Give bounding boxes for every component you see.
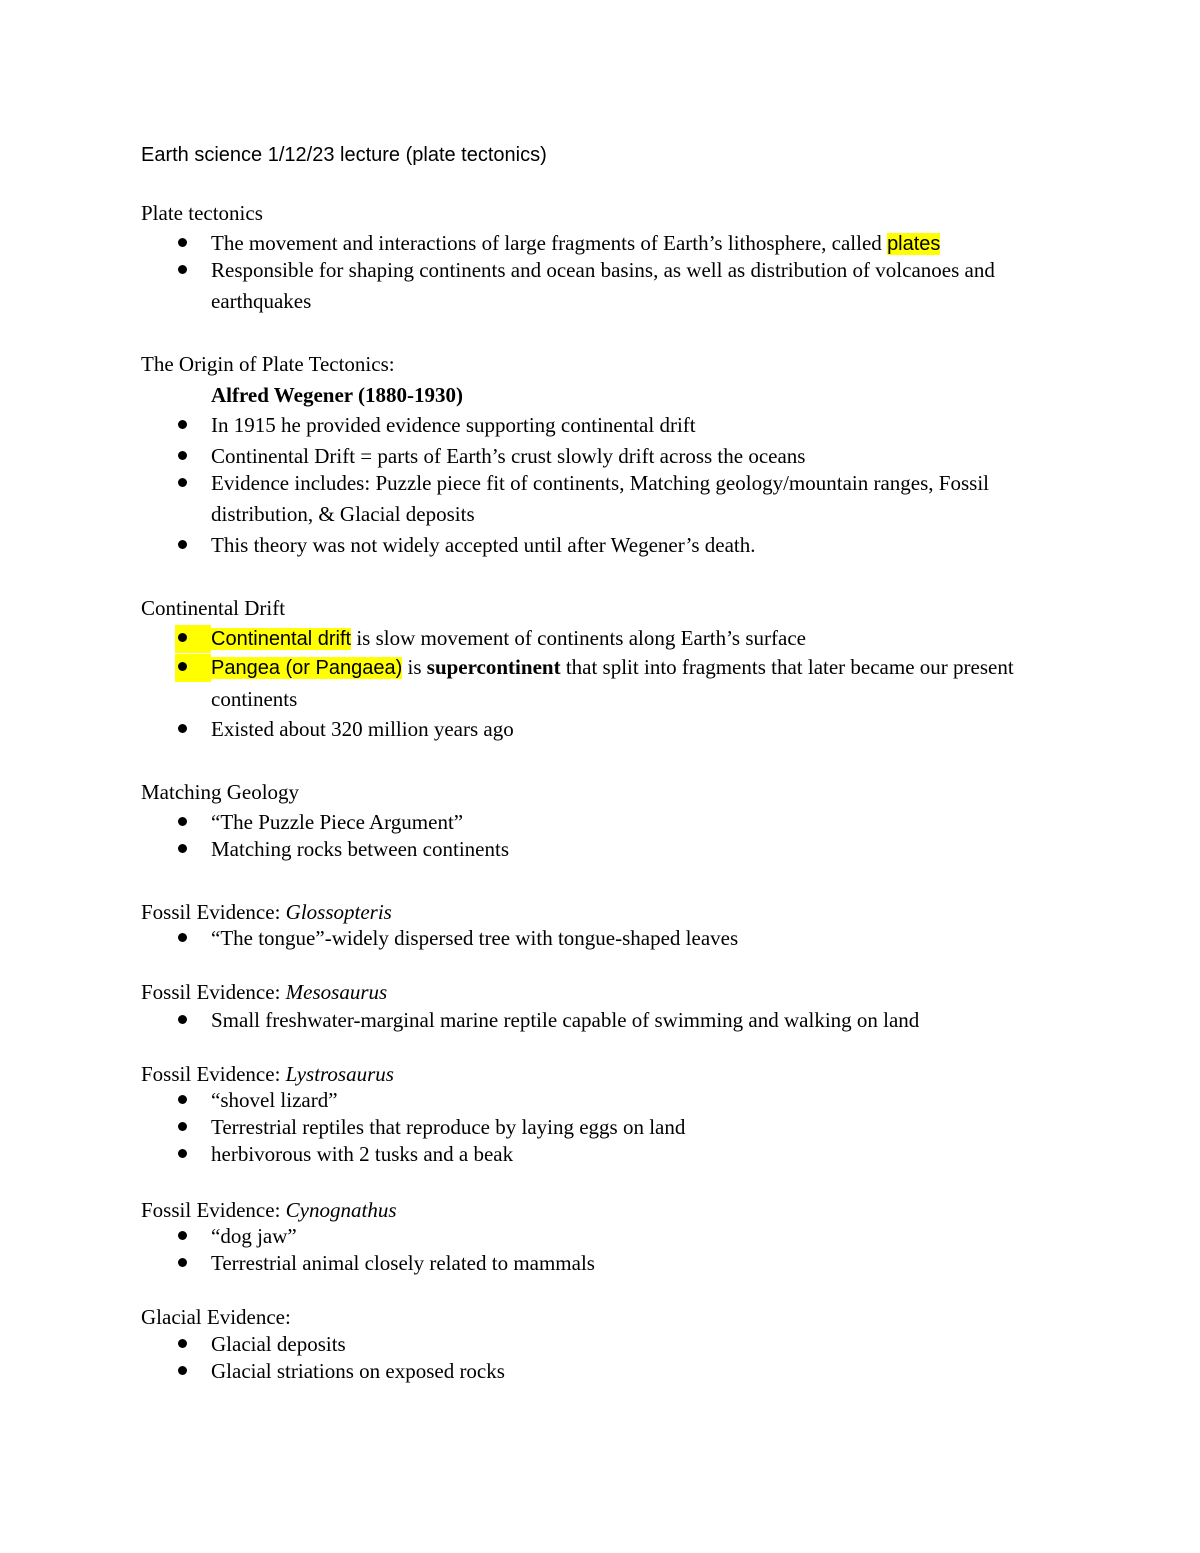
bullet-icon	[178, 1339, 187, 1348]
highlighted-term: Pangea (or Pangaea)	[211, 657, 403, 679]
list-item: Glacial striations on exposed rocks	[211, 1356, 1071, 1387]
list-item: herbivorous with 2 tusks and a beak	[211, 1139, 1071, 1170]
bullet-icon	[178, 817, 187, 826]
list-item: Pangea (or Pangaea) is supercontinent that split into fragments that later became our present continents	[211, 652, 1071, 715]
list-item: Existed about 320 million years ago	[211, 714, 1071, 745]
document-title: Earth science 1/12/23 lecture (plate tectonics)	[141, 144, 547, 166]
list-item: “The tongue”-widely dispersed tree with tongue-shaped leaves	[211, 923, 1071, 954]
subheading-alfred-wegener: Alfred Wegener (1880-1930)	[211, 383, 463, 407]
bullet-icon	[178, 540, 187, 549]
bullet-icon	[178, 1258, 187, 1267]
bullet-icon	[178, 265, 187, 274]
list-item: Terrestrial reptiles that reproduce by laying eggs on land	[211, 1112, 1071, 1143]
list-item: Responsible for shaping continents and ocean basins, as well as distribution of volcanoes and earthquakes	[211, 255, 1071, 317]
list-item: Small freshwater-marginal marine reptile capable of swimming and walking on land	[211, 1005, 1071, 1036]
bullet-icon	[178, 1149, 187, 1158]
list-item: Terrestrial animal closely related to mammals	[211, 1248, 1071, 1279]
heading-continental-drift: Continental Drift	[141, 596, 286, 620]
list-item: “The Puzzle Piece Argument”	[211, 807, 1071, 838]
bullet-icon	[178, 724, 187, 733]
heading-origin: The Origin of Plate Tectonics:	[141, 352, 395, 376]
list-item: This theory was not widely accepted until after Wegener’s death.	[211, 530, 1071, 561]
list-item: The movement and interactions of large fragments of Earth’s lithosphere, called plates	[211, 228, 1071, 260]
list-item: Evidence includes: Puzzle piece fit of continents, Matching geology/mountain ranges, Fossil distribution, & Glacial deposits	[211, 468, 1071, 530]
list-item: “shovel lizard”	[211, 1085, 1071, 1116]
bullet-icon	[178, 1015, 187, 1024]
list-item: “dog jaw”	[211, 1221, 1071, 1252]
bullet-icon	[178, 238, 187, 247]
list-item: Continental Drift = parts of Earth’s crust slowly drift across the oceans	[211, 441, 1071, 472]
heading-mesosaurus: Fossil Evidence: Mesosaurus	[141, 980, 388, 1004]
list-item: In 1915 he provided evidence supporting continental drift	[211, 410, 1071, 441]
bullet-icon	[178, 451, 187, 460]
bullet-icon	[178, 1231, 187, 1240]
heading-lystrosaurus: Fossil Evidence: Lystrosaurus	[141, 1062, 394, 1086]
bullet-icon	[178, 844, 187, 853]
heading-plate-tectonics: Plate tectonics	[141, 201, 263, 225]
bullet-icon	[178, 933, 187, 942]
bullet-icon	[178, 1095, 187, 1104]
bullet-icon	[178, 1366, 187, 1375]
bullet-icon	[178, 662, 187, 671]
highlighted-term: Continental drift	[211, 628, 352, 650]
list-item: Matching rocks between continents	[211, 834, 1071, 865]
highlighted-term: plates	[887, 233, 941, 255]
heading-glossopteris: Fossil Evidence: Glossopteris	[141, 900, 392, 924]
heading-matching-geology: Matching Geology	[141, 780, 300, 804]
heading-cynognathus: Fossil Evidence: Cynognathus	[141, 1198, 397, 1222]
bullet-icon	[178, 633, 187, 642]
bullet-icon	[178, 420, 187, 429]
bullet-icon	[178, 478, 187, 487]
bullet-icon	[178, 1122, 187, 1131]
list-item: Glacial deposits	[211, 1329, 1071, 1360]
heading-glacial-evidence: Glacial Evidence:	[141, 1305, 291, 1329]
list-item: Continental drift is slow movement of continents along Earth’s surface	[211, 623, 1071, 655]
